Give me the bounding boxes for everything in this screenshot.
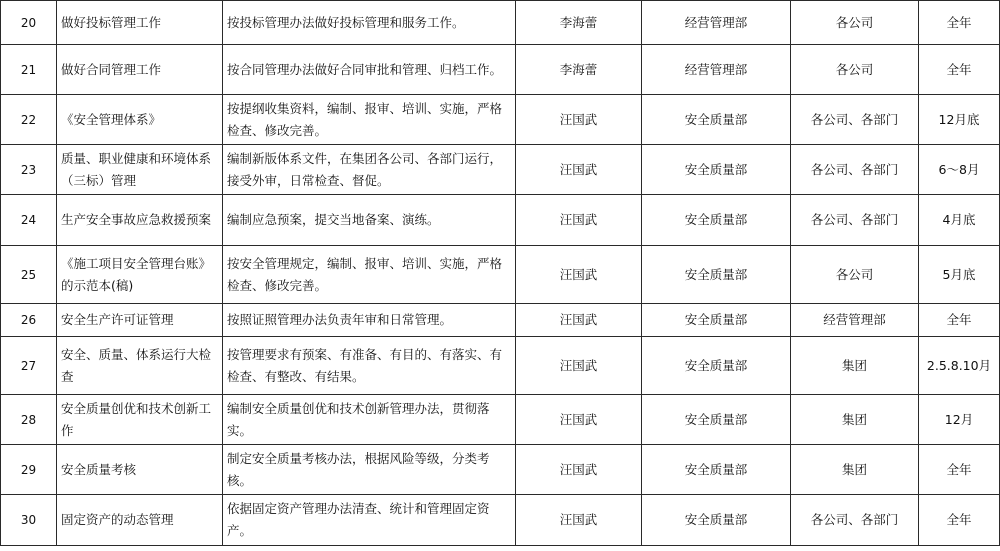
scope-cell: 集团 <box>791 445 919 495</box>
table-row <box>1 445 1000 495</box>
task-name-cell: 《安全管理体系》 <box>57 95 223 145</box>
row-number-cell: 30 <box>1 495 57 546</box>
row-number-cell: 24 <box>1 195 57 246</box>
scope-cell: 各公司 <box>791 1 919 45</box>
responsible-department-cell: 安全质量部 <box>642 195 791 246</box>
table-row <box>1 304 1000 337</box>
table-row <box>1 246 1000 304</box>
deadline-cell: 12月底 <box>919 95 1000 145</box>
table-row <box>1 195 1000 246</box>
owner-cell: 汪国武 <box>516 95 642 145</box>
task-description-cell: 按照证照管理办法负责年审和日常管理。 <box>223 304 516 337</box>
task-name-cell: 安全生产许可证管理 <box>57 304 223 337</box>
responsible-department-cell: 经营管理部 <box>642 45 791 95</box>
task-description-cell: 编制新版体系文件，在集团各公司、各部门运行，接受外审，日常检查、督促。 <box>223 145 516 195</box>
deadline-cell: 全年 <box>919 1 1000 45</box>
task-description-cell: 按投标管理办法做好投标管理和服务工作。 <box>223 1 516 45</box>
table-row <box>1 145 1000 195</box>
responsible-department-cell: 安全质量部 <box>642 495 791 546</box>
table-body <box>1 1 1000 546</box>
deadline-cell: 5月底 <box>919 246 1000 304</box>
table-row <box>1 1 1000 45</box>
responsible-department-cell: 安全质量部 <box>642 246 791 304</box>
task-name-cell: 固定资产的动态管理 <box>57 495 223 546</box>
responsible-department-cell: 安全质量部 <box>642 304 791 337</box>
responsible-department-cell: 安全质量部 <box>642 145 791 195</box>
row-number-cell: 26 <box>1 304 57 337</box>
scope-cell: 集团 <box>791 395 919 445</box>
row-number-cell: 27 <box>1 337 57 395</box>
deadline-cell: 6～8月 <box>919 145 1000 195</box>
owner-cell: 汪国武 <box>516 445 642 495</box>
responsible-department-cell: 安全质量部 <box>642 395 791 445</box>
table-row <box>1 495 1000 546</box>
scope-cell: 各公司 <box>791 45 919 95</box>
scope-cell: 各公司、各部门 <box>791 495 919 546</box>
table-row <box>1 395 1000 445</box>
responsible-department-cell: 安全质量部 <box>642 445 791 495</box>
table-row <box>1 95 1000 145</box>
deadline-cell: 全年 <box>919 495 1000 546</box>
deadline-cell: 4月底 <box>919 195 1000 246</box>
table-row <box>1 45 1000 95</box>
task-name-cell: 生产安全事故应急救援预案 <box>57 195 223 246</box>
responsible-department-cell: 安全质量部 <box>642 95 791 145</box>
table-row <box>1 337 1000 395</box>
task-name-cell: 安全、质量、体系运行大检查 <box>57 337 223 395</box>
task-description-cell: 按提纲收集资料，编制、报审、培训、实施，严格检查、修改完善。 <box>223 95 516 145</box>
deadline-cell: 12月 <box>919 395 1000 445</box>
scope-cell: 各公司、各部门 <box>791 145 919 195</box>
responsible-department-cell: 安全质量部 <box>642 337 791 395</box>
task-name-cell: 《施工项目安全管理台账》的示范本(稿) <box>57 246 223 304</box>
scope-cell: 经营管理部 <box>791 304 919 337</box>
owner-cell: 汪国武 <box>516 195 642 246</box>
deadline-cell: 全年 <box>919 45 1000 95</box>
task-description-cell: 制定安全质量考核办法，根据风险等级，分类考核。 <box>223 445 516 495</box>
owner-cell: 汪国武 <box>516 395 642 445</box>
scope-cell: 各公司、各部门 <box>791 195 919 246</box>
row-number-cell: 29 <box>1 445 57 495</box>
deadline-cell: 全年 <box>919 445 1000 495</box>
owner-cell: 汪国武 <box>516 246 642 304</box>
task-description-cell: 按合同管理办法做好合同审批和管理、归档工作。 <box>223 45 516 95</box>
owner-cell: 汪国武 <box>516 495 642 546</box>
task-name-cell: 做好投标管理工作 <box>57 1 223 45</box>
task-description-cell: 编制应急预案，提交当地备案、演练。 <box>223 195 516 246</box>
responsible-department-cell: 经营管理部 <box>642 1 791 45</box>
task-name-cell: 质量、职业健康和环境体系（三标）管理 <box>57 145 223 195</box>
row-number-cell: 20 <box>1 1 57 45</box>
task-name-cell: 做好合同管理工作 <box>57 45 223 95</box>
owner-cell: 李海蕾 <box>516 1 642 45</box>
task-name-cell: 安全质量考核 <box>57 445 223 495</box>
row-number-cell: 25 <box>1 246 57 304</box>
task-description-cell: 编制安全质量创优和技术创新管理办法，贯彻落实。 <box>223 395 516 445</box>
row-number-cell: 21 <box>1 45 57 95</box>
scope-cell: 各公司 <box>791 246 919 304</box>
owner-cell: 汪国武 <box>516 304 642 337</box>
task-description-cell: 按安全管理规定，编制、报审、培训、实施，严格检查、修改完善。 <box>223 246 516 304</box>
row-number-cell: 22 <box>1 95 57 145</box>
scope-cell: 集团 <box>791 337 919 395</box>
task-description-cell: 按管理要求有预案、有准备、有目的、有落实、有检查、有整改、有结果。 <box>223 337 516 395</box>
row-number-cell: 23 <box>1 145 57 195</box>
row-number-cell: 28 <box>1 395 57 445</box>
deadline-cell: 2.5.8.10月 <box>919 337 1000 395</box>
owner-cell: 汪国武 <box>516 145 642 195</box>
scope-cell: 各公司、各部门 <box>791 95 919 145</box>
owner-cell: 汪国武 <box>516 337 642 395</box>
task-description-cell: 依据固定资产管理办法清查、统计和管理固定资产。 <box>223 495 516 546</box>
owner-cell: 李海蕾 <box>516 45 642 95</box>
deadline-cell: 全年 <box>919 304 1000 337</box>
task-name-cell: 安全质量创优和技术创新工作 <box>57 395 223 445</box>
